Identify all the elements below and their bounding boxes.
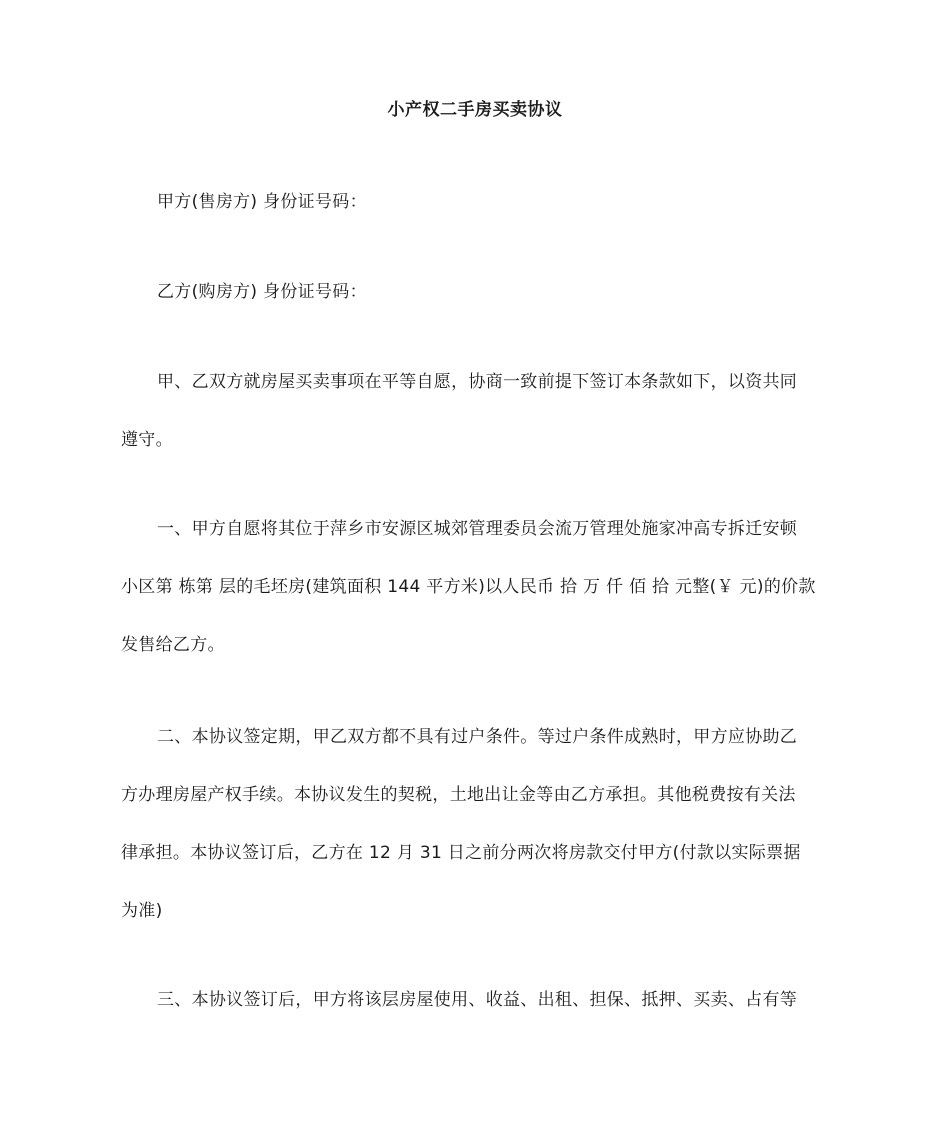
clause-2-line-1: 二、本协议签定期，甲乙双方都不具有过户条件。等过户条件成熟时，甲方应协助乙 — [157, 727, 798, 747]
clause-2-line-3: 律承担。本协议签订后，乙方在 12 月 31 日之前分两次将房款交付甲方(付款以实际票据 — [121, 843, 801, 863]
clause-2-paragraph — [121, 708, 831, 940]
clause-1-paragraph — [121, 500, 831, 674]
clause-3-line-1: 三、本协议签订后，甲方将该层房屋使用、收益、出租、担保、抵押、买卖、占有等 — [157, 990, 798, 1010]
document-title: 小产权二手房买卖协议 — [387, 100, 563, 120]
clause-2-line-2: 方办理房屋产权手续。本协议发生的契税，土地出让金等由乙方承担。其他税费按有关法 — [121, 785, 796, 805]
clause-2-line-4: 为准) — [121, 901, 163, 921]
clause-1-line-2: 小区第 栋第 层的毛坯房(建筑面积 144 平方米)以人民币 拾 万 仟 佰 拾 元整(￥ 元)的价款 — [121, 577, 816, 597]
intro-line-1: 甲、乙双方就房屋买卖事项在平等自愿，协商一致前提下签订本条款如下，以资共同 — [157, 372, 798, 392]
party-b-line: 乙方(购房方) 身份证号码： — [157, 282, 367, 302]
clause-3-paragraph — [121, 971, 831, 1029]
intro-line-2: 遵守。 — [121, 430, 173, 450]
party-a-line: 甲方(售房方) 身份证号码： — [157, 192, 367, 212]
intro-paragraph — [121, 353, 831, 469]
clause-1-line-3: 发售给乙方。 — [121, 635, 225, 655]
clause-1-line-1: 一、甲方自愿将其位于萍乡市安源区城郊管理委员会流万管理处施家冲高专拆迁安顿 — [157, 519, 798, 539]
